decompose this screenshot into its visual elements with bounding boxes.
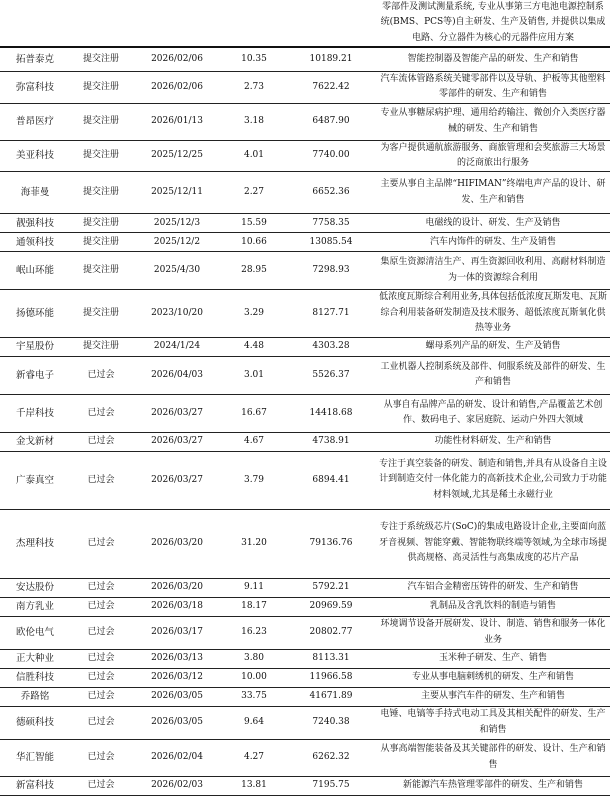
company-name-cell: 扬德环能 (0, 290, 70, 337)
status-cell: 提交注册 (70, 290, 132, 337)
status-cell: 已过会 (70, 578, 132, 597)
company-name-cell: 安达股份 (0, 578, 70, 597)
business-cell: 专业从事电脑刺绣机的研发、生产和销售 (376, 668, 610, 687)
date-cell: 2024/1/24 (132, 337, 222, 356)
status-cell: 已过会 (70, 616, 132, 649)
shares-cell: 2.73 (222, 71, 286, 103)
amount-cell: 11966.58 (286, 668, 376, 687)
shares-cell: 16.67 (222, 394, 286, 432)
status-cell (70, 0, 132, 47)
amount-cell: 20802.77 (286, 616, 376, 649)
status-cell: 已过会 (70, 432, 132, 451)
status-cell: 提交注册 (70, 214, 132, 233)
table-row (0, 509, 610, 578)
table-row (0, 47, 610, 71)
table-row (0, 649, 610, 668)
amount-cell: 8113.31 (286, 649, 376, 668)
company-name-cell: 普昂医疗 (0, 103, 70, 140)
company-name-cell: 新睿电子 (0, 356, 70, 394)
amount-cell (286, 0, 376, 47)
table-row (0, 432, 610, 451)
table-row (0, 687, 610, 706)
amount-cell: 5526.37 (286, 356, 376, 394)
shares-cell: 3.18 (222, 103, 286, 140)
shares-cell: 16.23 (222, 616, 286, 649)
shares-cell: 3.80 (222, 649, 286, 668)
amount-cell: 41671.89 (286, 687, 376, 706)
date-cell: 2026/03/12 (132, 668, 222, 687)
table-row (0, 668, 610, 687)
status-cell: 提交注册 (70, 47, 132, 71)
table-row (0, 252, 610, 290)
amount-cell: 4738.91 (286, 432, 376, 451)
shares-cell: 9.11 (222, 578, 286, 597)
table-row (0, 706, 610, 739)
table-row (0, 233, 610, 252)
status-cell: 已过会 (70, 394, 132, 432)
shares-cell: 4.67 (222, 432, 286, 451)
table-row (0, 616, 610, 649)
status-cell: 已过会 (70, 776, 132, 795)
date-cell: 2025/12/25 (132, 140, 222, 172)
amount-cell: 6652.36 (286, 172, 376, 214)
status-cell: 已过会 (70, 451, 132, 509)
table-row (0, 337, 610, 356)
amount-cell: 8127.71 (286, 290, 376, 337)
shares-cell: 18.17 (222, 597, 286, 616)
status-cell: 已过会 (70, 649, 132, 668)
table-row (0, 172, 610, 214)
shares-cell: 3.01 (222, 356, 286, 394)
shares-cell: 10.35 (222, 47, 286, 71)
business-cell: 环境调节设备开展研发、设计、制造、销售和服务一体化业务 (376, 616, 610, 649)
status-cell: 已过会 (70, 597, 132, 616)
table-row (0, 578, 610, 597)
shares-cell: 28.95 (222, 252, 286, 290)
shares-cell: 33.75 (222, 687, 286, 706)
business-cell: 从事高端智能装备及其关键部件的研发、设计、生产和销售 (376, 739, 610, 776)
status-cell: 已过会 (70, 668, 132, 687)
company-name-cell: 金戈新材 (0, 432, 70, 451)
table-row (0, 214, 610, 233)
company-name-cell: 宇星股份 (0, 337, 70, 356)
company-name-cell: 千岸科技 (0, 394, 70, 432)
business-cell: 乳制品及含乳饮料的制造与销售 (376, 597, 610, 616)
business-cell: 低浓度瓦斯综合利用业务,具体包括低浓度瓦斯发电、瓦斯综合利用装备研发制造及技术服务、超低浓度瓦斯氧化供热等业务 (376, 290, 610, 337)
table-row (0, 103, 610, 140)
status-cell: 提交注册 (70, 233, 132, 252)
date-cell: 2026/03/13 (132, 649, 222, 668)
business-cell: 专业从事糖尿病护理、通用给药输注、微创介入类医疗器械的研发、生产和销售 (376, 103, 610, 140)
date-cell: 2026/03/05 (132, 687, 222, 706)
business-cell: 专注于真空装备的研发、制造和销售,并具有从设备自主设计到制造交付一体化能力的高新技术企业,公司致力于功能材料领域,尤其是稀土永磁行业 (376, 451, 610, 509)
business-cell: 零部件及测试测量系统, 专业从事第三方电池电源控制系统(BMS、PCS等)自主研发、生产及销售, 并提供以集成电路、分立器件为核心的元器件应用方案 (376, 0, 610, 47)
shares-cell: 9.64 (222, 706, 286, 739)
status-cell: 提交注册 (70, 252, 132, 290)
table-row (0, 776, 610, 795)
shares-cell: 13.81 (222, 776, 286, 795)
table-row (0, 394, 610, 432)
date-cell: 2026/02/06 (132, 47, 222, 71)
status-cell: 提交注册 (70, 172, 132, 214)
business-cell: 专注于系统级芯片(SoC)的集成电路设计企业,主要面向蓝牙音视频、智能穿戴、智能物联终端等领域,为全球市场提供高规格、高灵活性与高集成度的芯片产品 (376, 509, 610, 578)
amount-cell: 7740.00 (286, 140, 376, 172)
table-row-continued (0, 0, 610, 47)
amount-cell: 13085.54 (286, 233, 376, 252)
company-name-cell: 华汇智能 (0, 739, 70, 776)
date-cell: 2025/4/30 (132, 252, 222, 290)
date-cell: 2026/03/27 (132, 451, 222, 509)
table-row (0, 71, 610, 103)
date-cell: 2026/02/04 (132, 739, 222, 776)
company-name-cell: 正大种业 (0, 649, 70, 668)
company-name-cell: 靓强科技 (0, 214, 70, 233)
shares-cell: 3.29 (222, 290, 286, 337)
status-cell: 已过会 (70, 739, 132, 776)
amount-cell: 4303.28 (286, 337, 376, 356)
status-cell: 已过会 (70, 687, 132, 706)
table-row (0, 140, 610, 172)
business-cell: 汽车流体管路系统关键零部件以及导轨、护板等其他塑料零部件的研发、生产和销售 (376, 71, 610, 103)
date-cell: 2026/03/05 (132, 706, 222, 739)
date-cell (132, 0, 222, 47)
business-cell: 集原生资源清洁生产、再生资源回收利用、高耐材料制造为一体的资源综合利用 (376, 252, 610, 290)
company-name-cell: 德硕科技 (0, 706, 70, 739)
shares-cell: 3.79 (222, 451, 286, 509)
status-cell: 提交注册 (70, 140, 132, 172)
company-name-cell: 南方乳业 (0, 597, 70, 616)
shares-cell: 10.66 (222, 233, 286, 252)
date-cell: 2026/02/06 (132, 71, 222, 103)
shares-cell: 10.00 (222, 668, 286, 687)
amount-cell: 79136.76 (286, 509, 376, 578)
company-name-cell: 杰理科技 (0, 509, 70, 578)
date-cell: 2023/10/20 (132, 290, 222, 337)
business-cell: 电锤、电镐等手持式电动工具及其相关配件的研发、生产和销售 (376, 706, 610, 739)
amount-cell: 5792.21 (286, 578, 376, 597)
date-cell: 2026/03/27 (132, 394, 222, 432)
date-cell: 2026/01/13 (132, 103, 222, 140)
amount-cell: 7298.93 (286, 252, 376, 290)
company-name-cell: 信胜科技 (0, 668, 70, 687)
shares-cell: 31.20 (222, 509, 286, 578)
table-row (0, 739, 610, 776)
business-cell: 汽车内饰件的研发、生产及销售 (376, 233, 610, 252)
amount-cell: 20969.59 (286, 597, 376, 616)
date-cell: 2026/03/20 (132, 509, 222, 578)
amount-cell: 6894.41 (286, 451, 376, 509)
business-cell: 汽车铝合金精密压铸件的研发、生产和销售 (376, 578, 610, 597)
business-cell: 玉米种子研发、生产、销售 (376, 649, 610, 668)
company-name-cell: 广泰真空 (0, 451, 70, 509)
date-cell: 2026/02/03 (132, 776, 222, 795)
date-cell: 2026/03/18 (132, 597, 222, 616)
amount-cell: 7195.75 (286, 776, 376, 795)
company-name-cell: 新富科技 (0, 776, 70, 795)
amount-cell: 10189.21 (286, 47, 376, 71)
date-cell: 2026/03/20 (132, 578, 222, 597)
shares-cell (222, 0, 286, 47)
business-cell: 功能性材料研发、生产和销售 (376, 432, 610, 451)
shares-cell: 4.48 (222, 337, 286, 356)
company-name-cell: 拓普泰克 (0, 47, 70, 71)
business-cell: 螺母系列产品的研发、生产及销售 (376, 337, 610, 356)
company-name-cell: 岷山环能 (0, 252, 70, 290)
business-cell: 新能源汽车热管理零部件的研发、生产和销售 (376, 776, 610, 795)
table-row (0, 356, 610, 394)
company-name-cell: 美亚科技 (0, 140, 70, 172)
status-cell: 已过会 (70, 706, 132, 739)
business-cell: 主要从事自主品牌“HIFIMAN”终端电声产品的设计、研发、生产和销售 (376, 172, 610, 214)
table-row (0, 597, 610, 616)
shares-cell: 15.59 (222, 214, 286, 233)
date-cell: 2025/12/11 (132, 172, 222, 214)
table-row (0, 290, 610, 337)
company-name-cell: 海菲曼 (0, 172, 70, 214)
business-cell: 电磁线的设计、研发、生产及销售 (376, 214, 610, 233)
company-name-cell: 弥富科技 (0, 71, 70, 103)
shares-cell: 4.27 (222, 739, 286, 776)
company-name-cell (0, 0, 70, 47)
date-cell: 2025/12/3 (132, 214, 222, 233)
business-cell: 从事自有品牌产品的研发、设计和销售,产品覆盖艺术创作、数码电子、家居庭院、运动户外四大领域 (376, 394, 610, 432)
date-cell: 2026/03/17 (132, 616, 222, 649)
business-cell: 智能控制器及智能产品的研发、生产和销售 (376, 47, 610, 71)
amount-cell: 7758.35 (286, 214, 376, 233)
date-cell: 2026/03/27 (132, 432, 222, 451)
business-cell: 主要从事汽车件的研发、生产和销售 (376, 687, 610, 706)
company-name-cell: 欧伦电气 (0, 616, 70, 649)
amount-cell: 14418.68 (286, 394, 376, 432)
amount-cell: 6262.32 (286, 739, 376, 776)
business-cell: 为客户提供通航旅游服务、商旅管理和会奖旅游三大场景的泛商旅出行服务 (376, 140, 610, 172)
shares-cell: 4.01 (222, 140, 286, 172)
amount-cell: 7240.38 (286, 706, 376, 739)
amount-cell: 7622.42 (286, 71, 376, 103)
amount-cell: 6487.90 (286, 103, 376, 140)
company-name-cell: 乔路铭 (0, 687, 70, 706)
status-cell: 已过会 (70, 509, 132, 578)
status-cell: 已过会 (70, 356, 132, 394)
shares-cell: 2.27 (222, 172, 286, 214)
company-name-cell: 通领科技 (0, 233, 70, 252)
date-cell: 2026/04/03 (132, 356, 222, 394)
status-cell: 提交注册 (70, 337, 132, 356)
date-cell: 2025/12/2 (132, 233, 222, 252)
status-cell: 提交注册 (70, 103, 132, 140)
status-cell: 提交注册 (70, 71, 132, 103)
table-row (0, 451, 610, 509)
business-cell: 工业机器人控制系统及部件、伺服系统及部件的研发、生产和销售 (376, 356, 610, 394)
